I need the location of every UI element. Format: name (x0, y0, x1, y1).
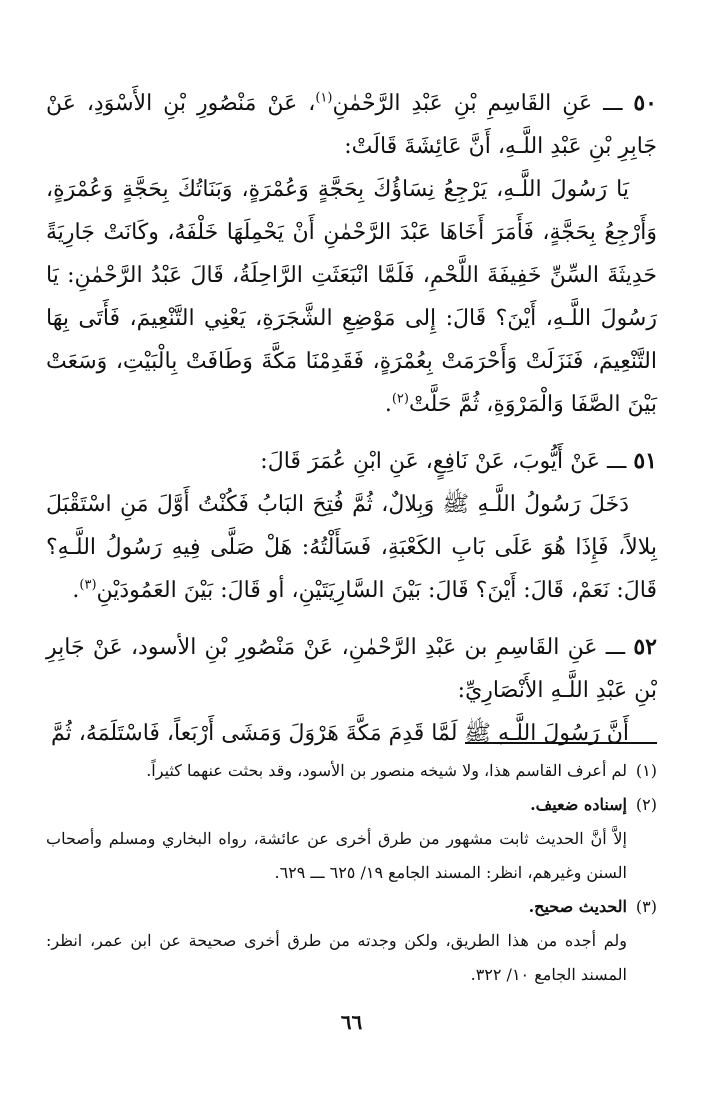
hadith-51-separator: ـــ (600, 449, 634, 474)
footnote-2-text: إسناده ضعيف. (530, 795, 627, 814)
hadith-52-isnad-text: عَنِ القَاسِمِ بن عَبْدِ الرَّحْمٰنِ، عَنْ مَنْصُورِ بْنِ الأسود، عَنْ جَابِرِ بْنِ عَبْدِ اللَّـهِ الأَنْصَارِيِّ: (46, 635, 657, 703)
hadith-51-matn-text: دَخَلَ رَسُولُ اللَّـهِ ﷺ وَبِلالٌ، ثُمَّ فُتِحَ البَابُ فَكُنْتُ أَوَّلَ مَنِ اسْتَقْبَلَ بِلالاً، فَإِذَا هُوَ عَلَى بَابِ الكَعْبَةِ، فَسَأَلْتُهُ: هَلْ صَلَّى فِيهِ رَسُولُ اللَّـهِ؟ قَالَ: نَعَمْ، قَالَ: أَيْنَ؟ قَالَ: بَيْنَ السَّارِيَتَيْنِ، أو قَالَ: بَيْنَ العَمُودَيْنِ (46, 492, 657, 603)
footnote-3-continuation: ولم أجده من هذا الطريق، ولكن وجدته من طرق أخرى صحيحة عن ابن عمر، انظر: المسند الجامع ١٠/ ٣٢٢. (46, 931, 627, 984)
footnote-1-number: (١) (635, 761, 657, 780)
footnote-3 (46, 890, 657, 924)
hadith-50-matn-text: يَا رَسُولَ اللَّـهِ، يَرْجِعُ نِسَاؤُكَ بِحَجَّةٍ وَعُمْرَةٍ، وَبَنَاتُكَ بِحَجَّةٍ وَعُمْرَةٍ، وَأَرْجِعُ بِحَجَّةٍ، فَأَمَرَ أَخَاهَا عَبْدَ الرَّحْمٰنِ أَنْ يَحْمِلَهَا خَلْفَهُ، وكَانَتْ جَارِيَةً حَدِيثَةَ السِّنِّ خَفِيفَةَ اللَّحْمِ، فَلَمَّا انْبَعَثَتِ الرَّاحِلَةُ، قَالَ عَبْدُ الرَّحْمٰنِ: يَا رَسُولَ اللَّـهِ، أَيْنَ؟ قَالَ: إِلى مَوْضِعِ الشَّجَرَةِ، يَعْنِي التَّنْعِيمَ، فَأَتَى بِهَا التَّنْعِيمَ، فَنَزَلَتْ وَأَحْرَمَتْ بِعُمْرَةٍ، فَقَدِمْنَا مَكَّةَ وَطَافَتْ بِالْبَيْتِ، وَسَعَتْ بَيْنَ الصَّفَا وَالْمَرْوَةِ، ثُمَّ حَلَّتْ (46, 177, 657, 417)
footnote-2-continuation: إلاَّ أنَّ الحديث ثابت مشهور من طرق أخرى عن عائشة، رواه البخاري ومسلم وأصحاب السنن وغيرهم، انظر: المسند الجامع ١٩/ ٦٢٥ ـــ ٦٢٩. (46, 829, 627, 882)
hadith-52-matn (46, 712, 657, 755)
hadith-52-isnad (46, 626, 657, 712)
main-text (46, 82, 657, 755)
footnotes-section (46, 754, 657, 992)
hadith-51-matn-end: . (72, 578, 80, 603)
footnote-3-number: (٣) (635, 897, 657, 916)
footnote-2-number: (٢) (635, 795, 657, 814)
hadith-50-isnad-text: عَنِ القَاسِمِ بْنِ عَبْدِ الرَّحْمٰنِ (332, 91, 593, 116)
hadith-52-matn-text: أَنَّ رَسُولَ اللَّـهِ ﷺ لَمَّا قَدِمَ مَكَّةَ هَرْوَلَ وَمَشَى أَرْبَعاً، فَاسْتَلَمَهُ، ثُمَّ (50, 721, 629, 746)
footnote-3-text: الحديث صحيح. (528, 897, 627, 916)
footnote-2 (46, 788, 657, 822)
hadith-50-matn (46, 168, 657, 426)
footnote-ref-1[interactable]: (١) (315, 90, 333, 106)
hadith-51-isnad-text: عَنْ أَيُّوبَ، عَنْ نَافِعٍ، عَنِ ابْنِ عُمَرَ قَالَ: (260, 449, 601, 474)
footnote-1-text: لم أعرف القاسم هذا، ولا شيخه منصور بن الأسود، وقد بحثت عنهما كثيراً. (146, 761, 627, 780)
hadith-51-number: ٥١ (633, 448, 657, 474)
footnote-ref-3[interactable]: (٣) (79, 577, 97, 593)
hadith-52-separator: ـــ (597, 635, 634, 660)
footnote-divider (465, 742, 657, 744)
footnote-ref-2[interactable]: (٢) (391, 391, 409, 407)
hadith-50-separator: ـــ (592, 91, 634, 116)
page-number: ٦٦ (340, 1010, 363, 1034)
hadith-52-number: ٥٢ (633, 634, 657, 660)
hadith-50-matn-end: . (384, 392, 392, 417)
hadith-50-isnad-rest: ، عَنْ مَنْصُورِ بْنِ الأَسْوَدِ، عَنْ جَابِرِ بْنِ عَبْدِ اللَّـهِ، أَنَّ عَائِشَةَ قَالَتْ: (46, 91, 657, 159)
hadith-51-isnad (46, 440, 657, 483)
hadith-51-matn (46, 483, 657, 612)
footnote-1 (46, 754, 657, 788)
hadith-50-isnad (46, 82, 657, 168)
hadith-50-number: ٥٠ (633, 90, 657, 116)
